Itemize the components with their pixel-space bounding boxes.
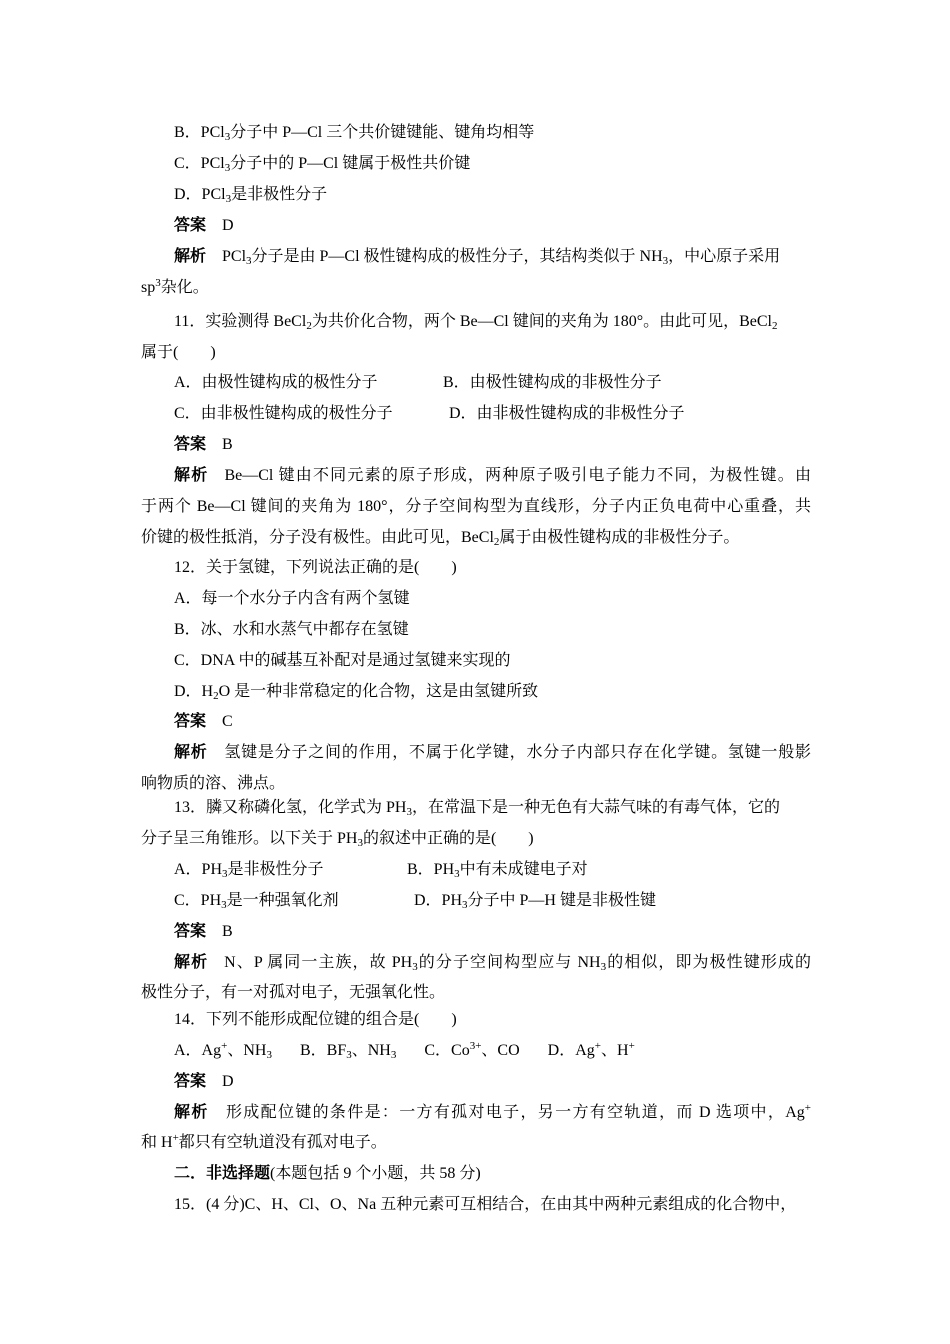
q11-analysis-line-1: 解析 Be—Cl 键由不同元素的原子形成，两种原子吸引电子能力不同，为极性键。由 [174,467,811,484]
q14-answer: 答案 D [174,1073,234,1090]
q11-analysis-line-3: 价键的极性抵消，分子没有极性。由此可见，BeCl$_2$属于由极性键构成的非极性分子。 [141,529,740,548]
q11-stem-line-1: 11．实验测得 BeCl$_2$为共价化合物，两个 Be—Cl 键间的夹角为 180°。由此可见，BeCl$_2$ [174,313,778,332]
analysis-label: 解析 [174,744,208,761]
q14-analysis-line-1: 解析 形成配位键的条件是：一方有孤对电子，另一方有空轨道，而 D 选项中，Ag+ [174,1102,811,1121]
answer-label: 答案 [174,1073,207,1090]
q11-option-a: A．由极性键构成的极性分子 [174,374,378,391]
q13-analysis-line-2: 极性分子，有一对孤对电子，无强氧化性。 [141,984,446,1001]
q12-option-b: B．冰、水和水蒸气中都存在氢键 [174,621,409,638]
q13-option-b: B．$PH_3$中有未成键电子对 [407,861,588,880]
q13-answer: 答案 B [174,923,233,940]
q11-option-c: C．由非极性键构成的极性分子 [174,405,393,422]
q14-option-c: C．$Co^{3+}$、CO [424,1040,520,1059]
analysis-label: 解析 [174,248,207,265]
q13-stem-line-2: 分子呈三角锥形。以下关于 $PH_3$的叙述中正确的是( ) [141,830,534,849]
q10-option-c: C．PCl$_3$分子中的 P—Cl 键属于极性共价键 [174,155,471,174]
q12-option-d: D．$H_2O$ 是一种非常稳定的化合物，这是由氢键所致 [174,683,539,702]
q14-option-b: B．$BF_3$、$NH_3$ [299,1042,397,1061]
q13-analysis-line-1: 解析 N、P 属同一主族，故 $PH_3$的分子空间构型应与 $NH_3$的相似，即为极性键形成的 [174,954,811,973]
analysis-label: 解析 [174,954,209,971]
answer-label: 答案 [174,436,207,453]
q10-answer: 答案 D [174,217,234,234]
q11-analysis-line-2: 于两个 Be—Cl 键间的夹角为 180°，分子空间构型为直线形，分子内正负电荷中心重叠，共 [141,498,811,515]
q10-option-d: D．PCl$_3$是非极性分子 [174,186,328,205]
q13-option-c: C．$PH_3$是一种强氧化剂 [174,892,339,911]
q14-option-d: D．Ag+、H+ [547,1040,635,1059]
q11-option-d: D．由非极性键构成的非极性分子 [449,405,685,422]
q12-option-c: C．DNA 中的碱基互补配对是通过氢键来实现的 [174,652,511,669]
q11-option-b: B．由极性键构成的非极性分子 [443,374,662,391]
q12-analysis-line-2: 响物质的溶、沸点。 [141,775,286,792]
q13-option-a: A．$PH_3$是非极性分子 [174,861,324,880]
q11-stem-line-2: 属于( ) [141,344,216,361]
q15-stem-line-1: 15．(4 分)C、H、Cl、O、Na 五种元素可互相结合，在由其中两种元素组成的化合物中， [174,1196,797,1213]
q14-stem: 14．下列不能形成配位键的组合是( ) [174,1011,457,1028]
q12-analysis-line-1: 解析 氢键是分子之间的作用，不属于化学键，水分子内部只存在化学键。氢键一般影 [174,744,811,761]
answer-label: 答案 [174,217,207,234]
q12-option-a: A．每一个水分子内含有两个氢键 [174,590,410,607]
section-heading: 二．非选择题(本题包括 9 个小题，共 58 分) [174,1165,481,1182]
q10-analysis-line-1: 解析 PCl$_3$分子是由 P—Cl 极性键构成的极性分子，其结构类似于 $NH_3$，中心原子采用 [174,248,781,267]
q12-stem: 12．关于氢键，下列说法正确的是( ) [174,559,457,576]
answer-label: 答案 [174,923,207,940]
q12-answer: 答案 C [174,713,233,730]
q10-option-b: B．PCl$_3$分子中 P—Cl 三个共价键键能、键角均相等 [174,124,535,143]
answer-label: 答案 [174,713,207,730]
q10-analysis-line-2: $sp^3$杂化。 [141,277,209,296]
q14-options [174,1041,844,1061]
q11-answer: 答案 B [174,436,233,453]
q14-option-a: A．Ag+、$NH_3$ [174,1040,272,1061]
q13-stem-line-1: 13．膦又称磷化氢，化学式为 $PH_3$，在常温下是一种无色有大蒜气味的有毒气体，它的 [174,799,780,818]
q13-option-d: D．$PH_3$分子中 P—H 键是非极性键 [414,892,656,911]
q14-analysis-line-2: 和 H+都只有空轨道没有孤对电子。 [141,1132,387,1151]
analysis-label: 解析 [174,467,209,484]
analysis-label: 解析 [174,1104,209,1121]
